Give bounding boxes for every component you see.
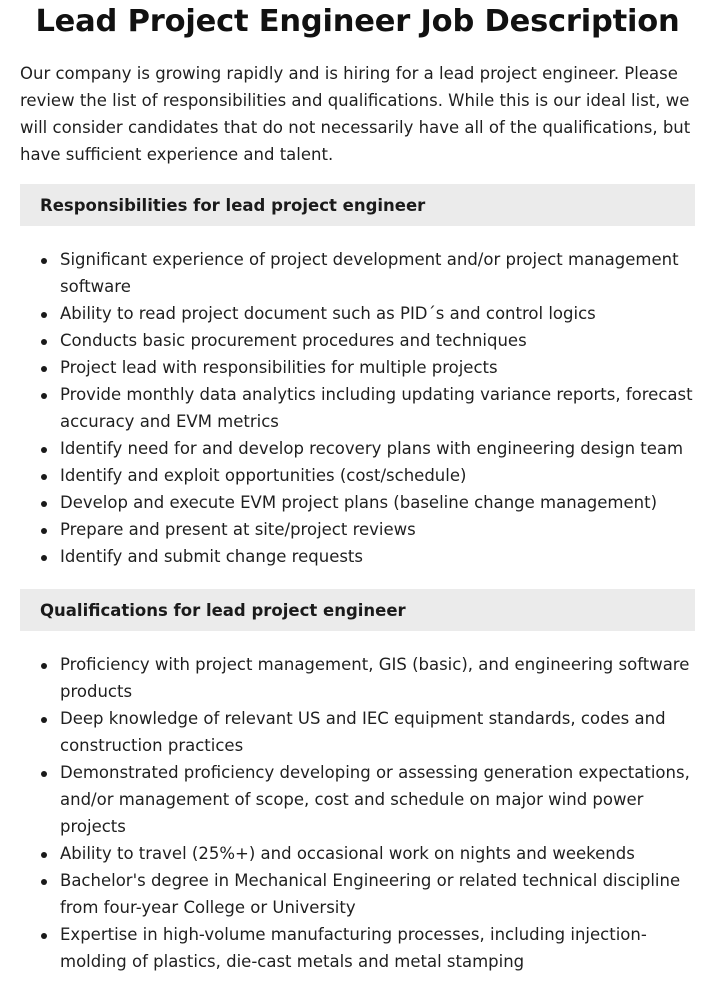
- page-title: Lead Project Engineer Job Description: [35, 4, 680, 39]
- qualifications-heading: Qualifications for lead project engineer: [20, 589, 695, 631]
- list-item: Ability to read project document such as PID´s and control logics: [20, 300, 695, 327]
- list-item: Identify and submit change requests: [20, 543, 695, 570]
- qualifications-list: [20, 651, 695, 975]
- list-item: Identify and exploit opportunities (cost/schedule): [20, 462, 695, 489]
- list-item: Demonstrated proficiency developing or assessing generation expectations, and/or management of scope, cost and schedule on major wind power projects: [20, 759, 695, 840]
- list-item: Develop and execute EVM project plans (baseline change management): [20, 489, 695, 516]
- list-item: Project lead with responsibilities for multiple projects: [20, 354, 695, 381]
- responsibilities-heading: Responsibilities for lead project engineer: [20, 184, 695, 226]
- list-item: Prepare and present at site/project reviews: [20, 516, 695, 543]
- list-item: Bachelor's degree in Mechanical Engineering or related technical discipline from four-year College or University: [20, 867, 695, 921]
- intro-paragraph: Our company is growing rapidly and is hiring for a lead project engineer. Please review the list of responsibilities and qualifications. While this is our ideal list, we will consider candidates that do not necessarily have all of the qualifications, but have sufficient experience and talent.: [20, 64, 691, 164]
- list-item: Significant experience of project development and/or project management software: [20, 246, 695, 300]
- list-item: Provide monthly data analytics including updating variance reports, forecast accuracy and EVM metrics: [20, 381, 695, 435]
- list-item: Identify need for and develop recovery plans with engineering design team: [20, 435, 695, 462]
- list-item: Proficiency with project management, GIS (basic), and engineering software products: [20, 651, 695, 705]
- list-item: Deep knowledge of relevant US and IEC equipment standards, codes and construction practices: [20, 705, 695, 759]
- list-item: Conducts basic procurement procedures and techniques: [20, 327, 695, 354]
- responsibilities-list: [20, 246, 695, 570]
- list-item: Ability to travel (25%+) and occasional work on nights and weekends: [20, 840, 695, 867]
- list-item: Expertise in high-volume manufacturing processes, including injection-molding of plastics, die-cast metals and metal stamping: [20, 921, 695, 975]
